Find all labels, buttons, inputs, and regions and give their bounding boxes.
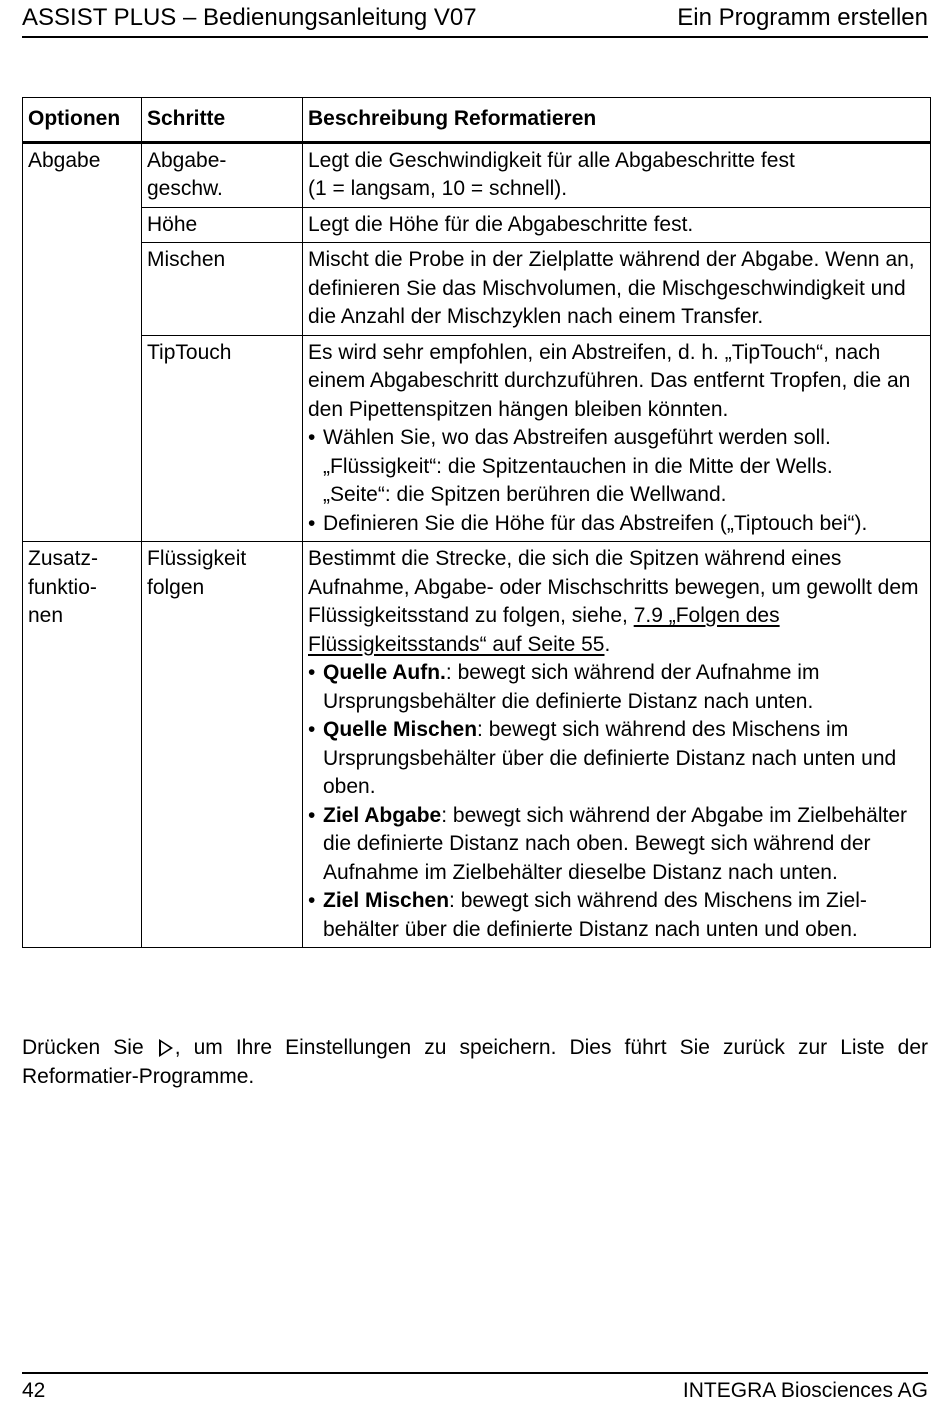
option-cell-continued [23, 243, 142, 336]
intro-end: . [604, 632, 611, 656]
play-triangle-icon [159, 1039, 173, 1057]
bullet-text: : bewegt sich während des Mischens im Zielbehälter über die definierte Distanz nach unten und oben. [323, 889, 867, 941]
description-cell [303, 335, 931, 542]
step-cell: Flüssigkeit folgen [142, 542, 303, 948]
header-section-title: Ein Programm erstellen [677, 4, 928, 31]
option-abgabe: Abgabe [23, 142, 142, 207]
list-item [308, 659, 925, 716]
table-row [23, 243, 931, 336]
bullet-text: : bewegt sich während der Abgabe im Zielbehälter die definierte Distanz nach oben. Bewegt sich während der Aufnahme im Zielbehälter dieselbe Distanz nach unten. [323, 803, 908, 884]
step-cell: TipTouch [142, 335, 303, 542]
list-item [308, 716, 925, 802]
tiptouch-bullet-list [308, 424, 925, 538]
page-number: 42 [22, 1379, 46, 1402]
description-cell: Legt die Geschwindigkeit für alle Abgabeschritte fest (1 = langsam, 10 = schnell). [303, 142, 931, 207]
description-cell: Mischt die Probe in der Zielplatte während der Abgabe. Wenn an, definieren Sie das Mischvolumen, die Mischgeschwindigkeit und die Anzahl der Mischzyklen nach einem Transfer. [303, 243, 931, 336]
table-row [23, 142, 931, 207]
bullet-text: • Definieren Sie die Höhe für das Abstreifen („Tiptouch bei“). [323, 511, 868, 535]
bullet-term: Quelle Aufn. [323, 661, 446, 684]
page-header [22, 2, 928, 38]
table-header-row [23, 98, 931, 143]
list-item [308, 510, 925, 539]
option-zusatzfunktionen: Zusatz- funktio- nen [23, 542, 142, 948]
list-item [308, 424, 925, 510]
option-cell-continued [23, 335, 142, 542]
bullet-text: : bewegt sich während der Aufnahme im Ursprungsbehälter die definierte Distanz nach unten. [323, 661, 820, 713]
column-header-steps: Schritte [142, 98, 303, 143]
step-cell: Höhe [142, 207, 303, 243]
footer-company: INTEGRA Biosciences AG [682, 1379, 928, 1402]
description-cell: Legt die Höhe für die Abgabeschritte fest. [303, 207, 931, 243]
liquid-following-bullet-list [308, 659, 925, 944]
bullet-text: • Wählen Sie, wo das Abstreifen ausgeführt werden soll. [323, 426, 831, 449]
column-header-description: Beschreibung Reformatieren [303, 98, 931, 143]
description-cell [303, 542, 931, 948]
bullet-text: „Flüssigkeit“: die Spitzentauchen in die Mitte der Wells. [323, 454, 833, 478]
list-item [308, 802, 925, 888]
table-row [23, 542, 931, 948]
cross-reference-link[interactable]: 7.9 „Folgen des Flüssigkeitsstands“ auf Seite 55 [308, 604, 780, 656]
options-table [22, 97, 931, 948]
bullet-text: : bewegt sich während des Mischens im Ursprungsbehälter über die definierte Distanz nach unten und oben. [323, 718, 897, 798]
bullet-term: Quelle Mischen [323, 718, 478, 741]
bullet-text: „Seite“: die Spitzen berühren die Wellwand. [323, 483, 727, 506]
column-header-options: Optionen [23, 98, 142, 143]
bullet-term: Ziel Abgabe [323, 803, 442, 827]
list-item [308, 887, 925, 944]
tiptouch-description: Es wird sehr empfohlen, ein Abstreifen, d. h. „TipTouch“, nach einem Abgabeschritt durchzuführen. Das entfernt Tropfen, die an den Pipettenspitzen hängen bleiben könnten. [308, 340, 911, 421]
instruction-paragraph [22, 1034, 928, 1091]
instruction-text: Drücken Sie [22, 1036, 144, 1059]
step-cell: Abgabe- geschw. [142, 142, 303, 207]
instruction-text: , um Ihre Einstellungen zu speichern. Dies führt Sie zurück zur Liste der Reformatier-Programme. [22, 1036, 928, 1088]
intro-text: Bestimmt die Strecke, die sich die Spitzen während eines Aufnahme, Abgabe- oder Mischschritts bewegen, um gewollt dem Flüssigkeitsstand zu folgen, siehe, [308, 547, 919, 627]
liquid-following-description [308, 545, 925, 659]
table-row [23, 335, 931, 542]
step-cell: Mischen [142, 243, 303, 336]
bullet-term: Ziel Mischen [323, 889, 450, 912]
option-cell-continued [23, 207, 142, 243]
header-document-title: ASSIST PLUS – Bedienungsanleitung V07 [22, 4, 477, 31]
table-row [23, 207, 931, 243]
